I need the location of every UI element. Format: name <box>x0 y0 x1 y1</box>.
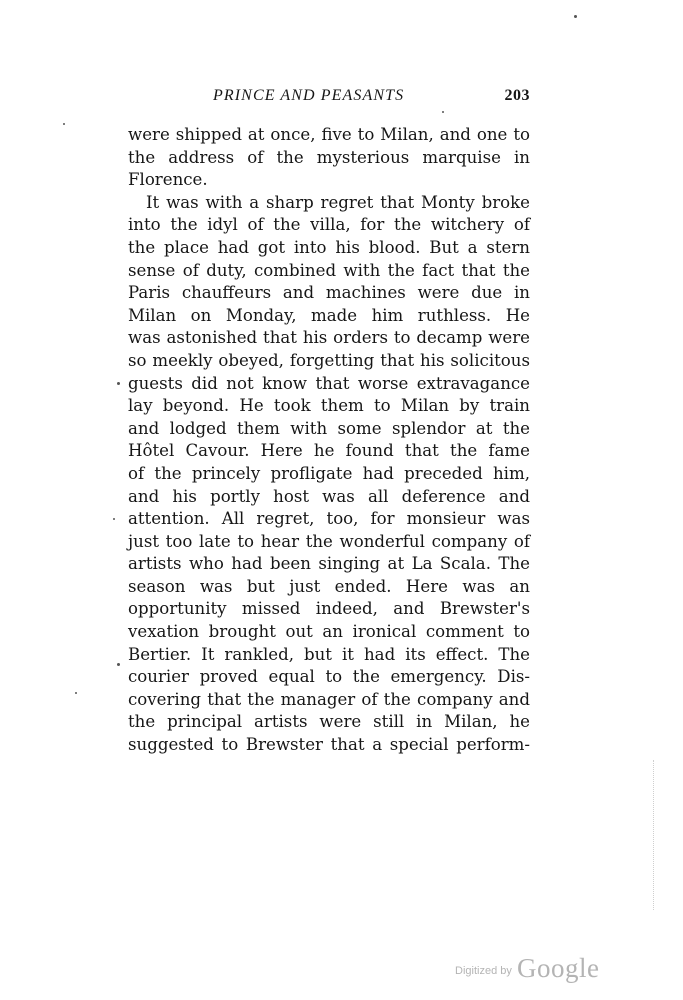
text-line: season was but just ended. Here was an <box>128 576 530 596</box>
scan-speck <box>113 518 115 520</box>
scan-speck <box>117 663 120 666</box>
text-line: lay beyond. He took them to Milan by train <box>128 396 530 416</box>
text-line: was astonished that his orders to decamp were <box>128 328 530 348</box>
scan-speck <box>63 123 65 125</box>
page-number: 203 <box>504 87 530 104</box>
text-line: the place had got into his blood. But a stern <box>128 237 530 257</box>
scan-edge-marks <box>653 760 656 910</box>
scan-speck <box>574 15 577 18</box>
text-line: covering that the manager of the company and <box>128 689 530 709</box>
scan-speck <box>75 692 77 694</box>
text-line: the principal artists were still in Milan, he <box>128 712 530 732</box>
text-line: sense of duty, combined with the fact that the <box>128 260 530 280</box>
text-line: into the idyl of the villa, for the witchery of <box>128 215 530 235</box>
text-line: Hôtel Cavour. Here he found that the fame <box>128 441 530 461</box>
text-line: It was with a sharp regret that Monty broke <box>146 192 530 212</box>
scan-speck <box>442 111 444 113</box>
text-line: so meekly obeyed, forgetting that his solicitous <box>128 350 530 370</box>
google-logo: Google <box>516 953 600 983</box>
text-line: Florence. <box>128 170 208 190</box>
text-line: were shipped at once, five to Milan, and one to <box>128 125 530 144</box>
running-title: PRINCE AND PEASANTS <box>213 87 405 104</box>
text-line: and his portly host was all deference and <box>128 486 530 506</box>
text-line: attention. All regret, too, for monsieur was <box>128 509 530 529</box>
text-line: the address of the mysterious marquise in <box>128 147 530 167</box>
body-text <box>128 124 530 757</box>
running-header <box>128 87 530 111</box>
text-line: vexation brought out an ironical comment to <box>128 622 530 642</box>
digitized-by-google-watermark <box>455 953 599 984</box>
text-line: guests did not know that worse extravagance <box>128 373 530 393</box>
text-line: of the princely profligate had preceded him, <box>128 463 530 483</box>
text-line: opportunity missed indeed, and Brewster's <box>128 599 530 619</box>
text-line: suggested to Brewster that a special perform- <box>128 735 530 755</box>
text-line: Bertier. It rankled, but it had its effect. The <box>128 644 530 664</box>
watermark-prefix: Digitized by <box>455 965 512 977</box>
text-line: Paris chauffeurs and machines were due in <box>128 283 530 303</box>
text-line: just too late to hear the wonderful company of <box>128 531 530 551</box>
text-line: and lodged them with some splendor at the <box>128 418 530 438</box>
text-line: artists who had been singing at La Scala. The <box>128 554 530 574</box>
text-line: courier proved equal to the emergency. Dis- <box>128 667 530 687</box>
scan-speck <box>117 382 120 385</box>
text-line: Milan on Monday, made him ruthless. He <box>128 305 530 325</box>
